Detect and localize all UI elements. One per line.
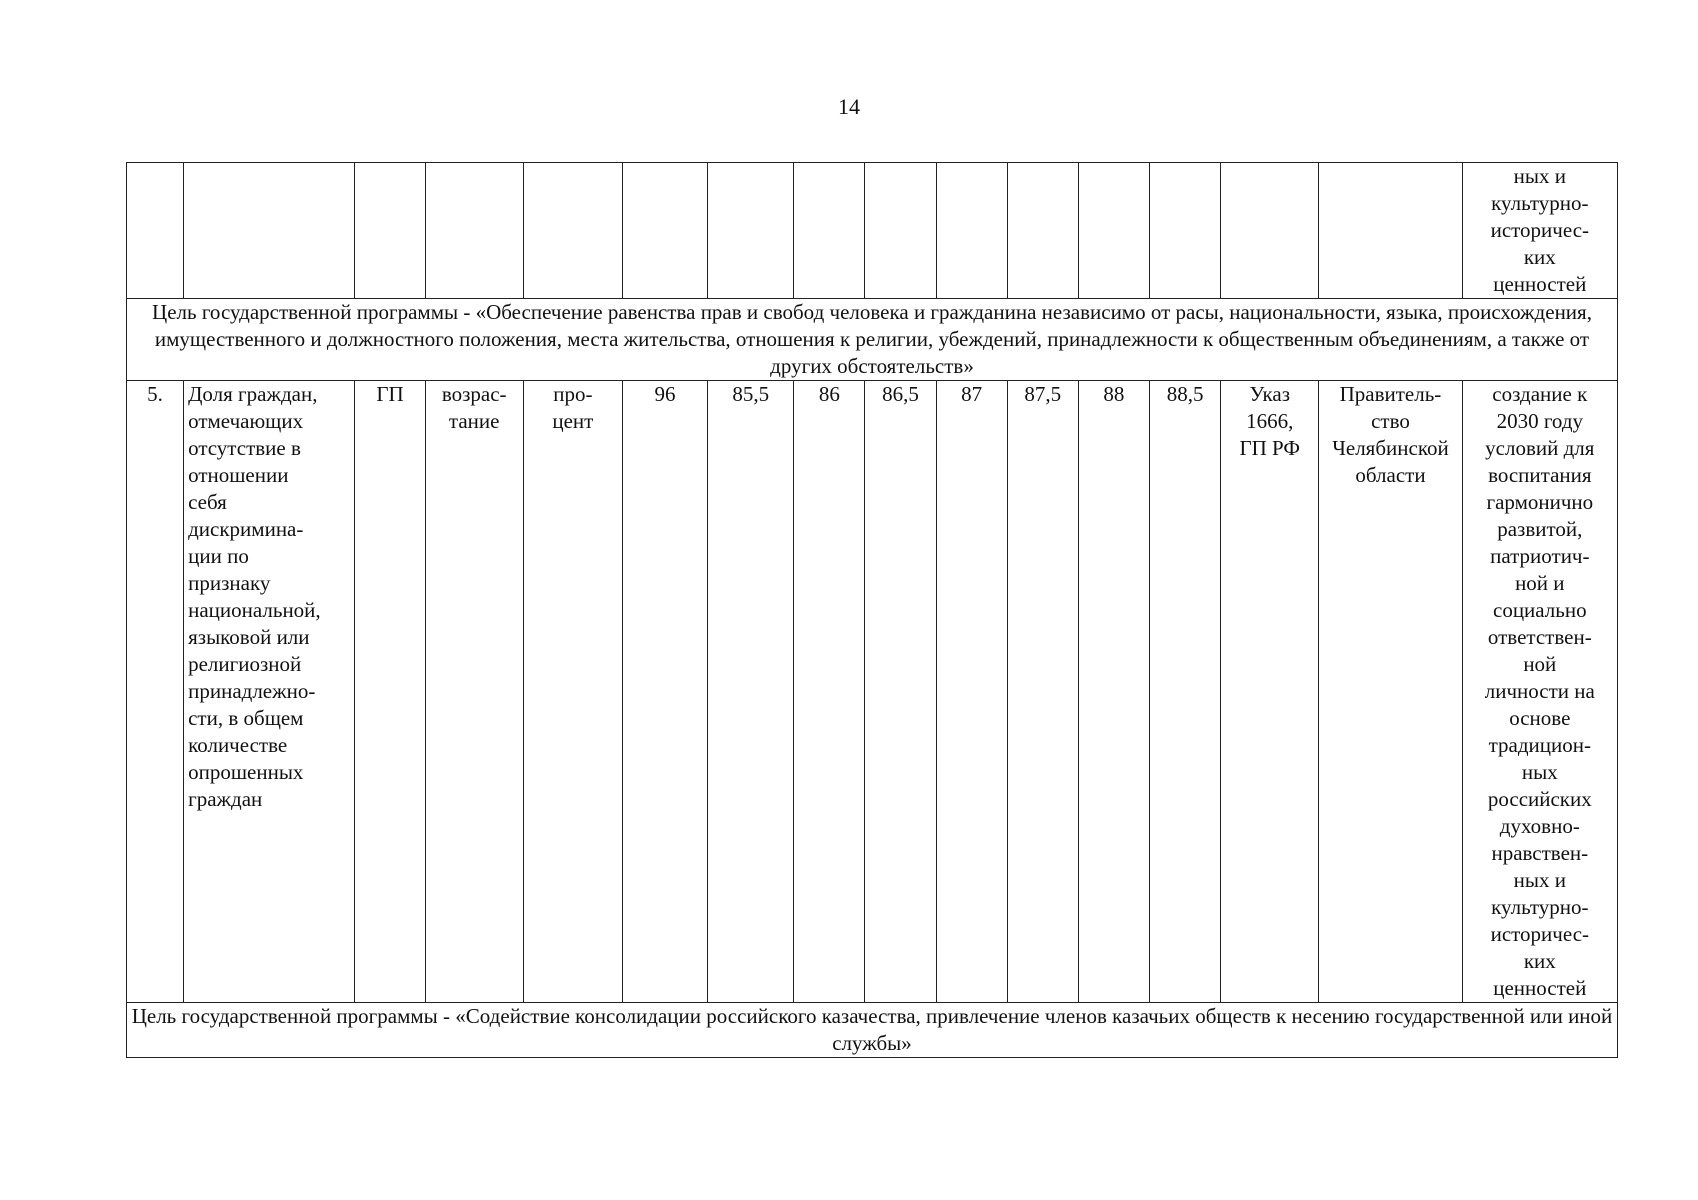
cell-line: сти, в общем: [188, 706, 304, 730]
indicator-type: ГП: [355, 381, 425, 1003]
cell-line: ких: [1523, 949, 1556, 973]
cell-line: воспитания: [1488, 463, 1592, 487]
cell-line: отношении: [188, 463, 289, 487]
cell-line: ценностей: [1493, 976, 1587, 1000]
cell-line: культурно-: [1491, 895, 1589, 919]
value-cell: 86,5: [865, 381, 936, 1003]
cell-line: национальной,: [188, 598, 321, 622]
cell-line: граждан: [188, 787, 263, 811]
source-document: [1221, 381, 1319, 1003]
value-cell: 96: [622, 381, 707, 1003]
cell-line: историчес-: [1490, 218, 1590, 242]
cell-line: ГП РФ: [1239, 436, 1300, 460]
cell-line: ких: [1523, 245, 1556, 269]
cell-line: ции по: [188, 544, 249, 568]
goal-row: [127, 1003, 1618, 1058]
cell-line: ценностей: [1493, 272, 1587, 296]
cell-line: ных и: [1513, 868, 1566, 892]
cell-line: ство: [1371, 409, 1410, 433]
responsible-body: [1319, 381, 1462, 1003]
cell-line: Правитель-: [1339, 382, 1442, 406]
indicators-table: [126, 162, 1618, 1058]
cell-line: 1666,: [1246, 409, 1294, 433]
cell-line: количестве: [188, 733, 288, 757]
cell-line: религиозной: [188, 652, 302, 676]
value-cell: 86: [794, 381, 865, 1003]
goal-statement: Цель государственной программы - «Обеспечение равенства прав и свобод человека и гражданина независимо от расы, национальности, языка, происхождения, имущественного и должностного положения, места жительства, отношения к религии, убеждений, принадлежности к общественным объединениям, а также от других обстоятельств»: [127, 299, 1618, 381]
cell-line: социально: [1493, 598, 1587, 622]
value-cell: 87,5: [1007, 381, 1078, 1003]
cell-line: ных и: [1513, 164, 1566, 188]
cell-line: патриотич-: [1490, 544, 1590, 568]
cell-line: ной: [1523, 652, 1557, 676]
cell-line: Доля граждан,: [188, 382, 318, 406]
page-number: 14: [838, 94, 860, 119]
cell-line: условий для: [1485, 436, 1595, 460]
cell-line: признаку: [188, 571, 271, 595]
cell-line: гармонично: [1486, 490, 1594, 514]
cell-line: возрас-: [441, 382, 507, 406]
cell-line: отмечающих: [188, 409, 304, 433]
table-row: [127, 163, 1618, 299]
cell-line: цент: [552, 409, 594, 433]
cell-line: духовно-: [1499, 814, 1580, 838]
cell-line: про-: [553, 382, 593, 406]
cell-line: дискримина-: [188, 517, 304, 541]
table-row: [127, 381, 1618, 1003]
cell-line: области: [1355, 463, 1426, 487]
cell-line: языковой или: [188, 625, 310, 649]
cell-line: историчес-: [1490, 922, 1590, 946]
continued-goal-link-cell: [1462, 163, 1617, 299]
cell-line: ных: [1521, 760, 1558, 784]
cell-line: традицион-: [1488, 733, 1591, 757]
trend-direction: [425, 381, 523, 1003]
cell-line: личности на: [1484, 679, 1595, 703]
cell-line: развитой,: [1497, 517, 1583, 541]
cell-line: себя: [188, 490, 227, 514]
indicator-name: [184, 381, 355, 1003]
cell-line: Указ: [1249, 382, 1290, 406]
cell-line: ной и: [1515, 571, 1565, 595]
value-cell: 88: [1078, 381, 1149, 1003]
goal-statement: Цель государственной программы - «Содействие консолидации российского казачества, привлечение членов казачьих обществ к несению государственной или иной службы»: [127, 1003, 1618, 1058]
cell-line: нравствен-: [1491, 841, 1589, 865]
value-cell: 88,5: [1150, 381, 1221, 1003]
value-cell: 85,5: [708, 381, 794, 1003]
value-cell: 87: [936, 381, 1007, 1003]
cell-line: принадлежно-: [188, 679, 316, 703]
cell-line: Челябинской: [1332, 436, 1449, 460]
cell-line: ответствен-: [1487, 625, 1592, 649]
unit-of-measure: [523, 381, 622, 1003]
cell-line: 2030 году: [1496, 409, 1584, 433]
cell-line: создание к: [1492, 382, 1588, 406]
cell-line: опрошенных: [188, 760, 304, 784]
cell-line: основе: [1509, 706, 1571, 730]
cell-line: российских: [1487, 787, 1592, 811]
cell-line: культурно-: [1491, 191, 1589, 215]
cell-line: отсутствие в: [188, 436, 301, 460]
row-number: 5.: [127, 381, 184, 1003]
cell-line: тание: [448, 409, 500, 433]
goal-row: [127, 299, 1618, 381]
goal-link: [1462, 381, 1617, 1003]
